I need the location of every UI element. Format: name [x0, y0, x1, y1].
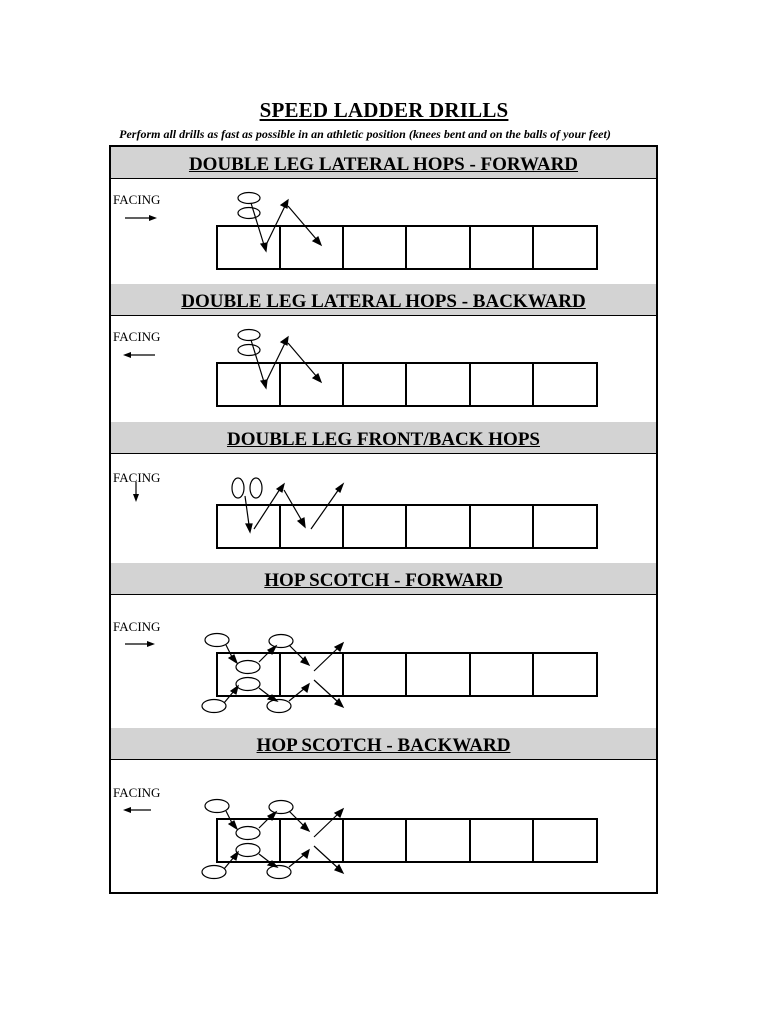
facing-arrow-left-icon: [123, 807, 151, 813]
page-title: SPEED LADDER DRILLS: [259, 98, 509, 122]
ladder: [217, 505, 597, 548]
page-subtitle: Perform all drills as fast as possible in an athletic position (knees bent and on the balls of your feet): [119, 127, 611, 141]
ladder: [217, 363, 597, 406]
feet-icons: [232, 478, 262, 498]
drill-diagram: [111, 316, 656, 422]
facing-arrow-down-icon: [133, 482, 139, 502]
facing-label: FACING: [113, 785, 161, 800]
facing-label: FACING: [113, 470, 161, 485]
facing-label: FACING: [113, 619, 161, 634]
facing-arrow-right-icon: [125, 641, 155, 647]
drill-section-hop-scotch-forward: [111, 563, 656, 730]
drill-section-front-back: [111, 422, 656, 565]
drill-section-lateral-backward: [111, 284, 656, 424]
facing-label: FACING: [113, 192, 161, 207]
drill-header: DOUBLE LEG LATERAL HOPS - FORWARD: [111, 147, 656, 179]
hop-path-arrows: [245, 484, 343, 532]
ladder: [217, 819, 597, 862]
drill-diagram: [111, 454, 656, 563]
ladder: [217, 226, 597, 269]
drill-header: DOUBLE LEG LATERAL HOPS - BACKWARD: [111, 284, 656, 316]
facing-arrow-right-icon: [125, 215, 157, 221]
drill-section-hop-scotch-backward: [111, 728, 656, 894]
drill-header: DOUBLE LEG FRONT/BACK HOPS: [111, 422, 656, 454]
feet-icons: [238, 193, 260, 219]
drill-header: HOP SCOTCH - FORWARD: [111, 563, 656, 595]
facing-label: FACING: [113, 329, 161, 344]
drill-diagram: [111, 179, 656, 284]
drill-header: HOP SCOTCH - BACKWARD: [111, 728, 656, 760]
facing-arrow-left-icon: [123, 352, 155, 358]
feet-icons: [238, 330, 260, 356]
drill-sheet: [109, 145, 658, 894]
drill-section-lateral-forward: [111, 147, 656, 286]
ladder: [217, 653, 597, 696]
drill-diagram: [111, 760, 656, 894]
drill-diagram: [111, 595, 656, 728]
